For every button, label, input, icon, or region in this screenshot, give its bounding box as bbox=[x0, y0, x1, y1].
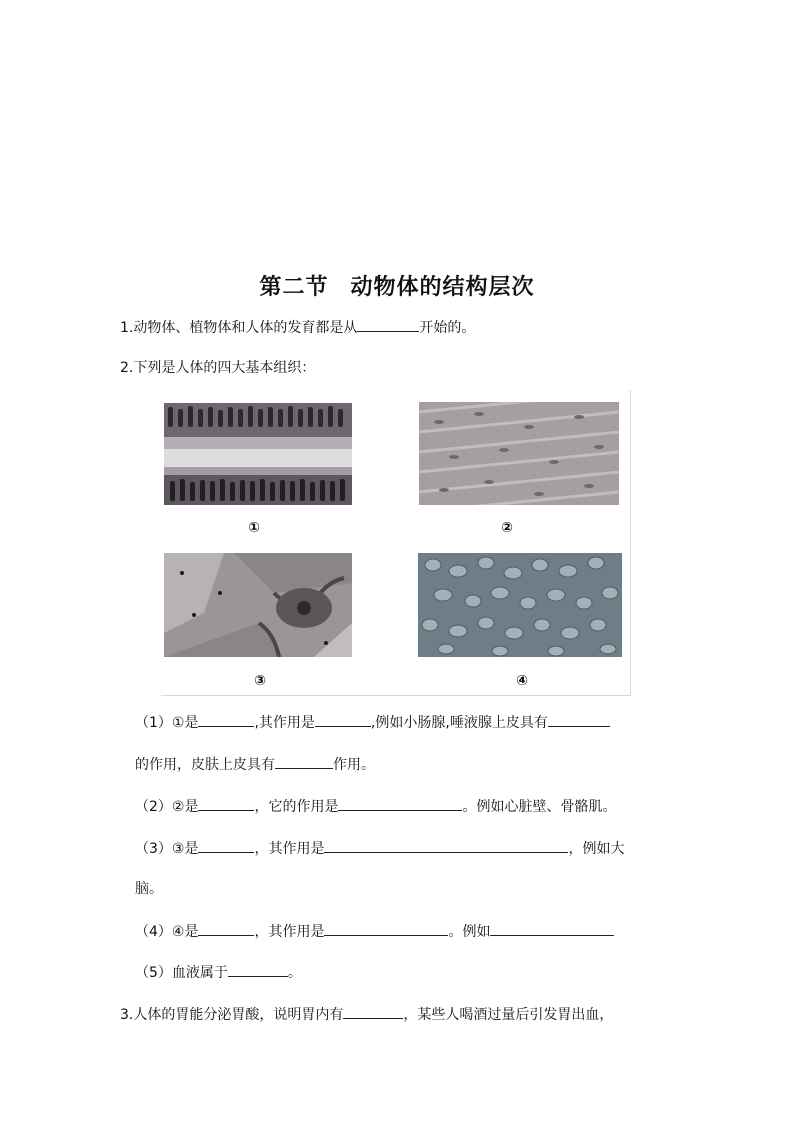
muscle-tissue-photo bbox=[419, 402, 619, 505]
answer-blank[interactable] bbox=[324, 838, 568, 853]
answer-blank[interactable] bbox=[357, 317, 419, 332]
answer-blank[interactable] bbox=[343, 1004, 403, 1019]
answer-blank[interactable] bbox=[548, 712, 610, 727]
answer-blank[interactable] bbox=[275, 754, 333, 769]
section-number: 第二节 bbox=[259, 275, 329, 300]
tissue-figure bbox=[161, 390, 631, 696]
epithelial-tissue-photo bbox=[164, 403, 352, 505]
page-title bbox=[0, 270, 794, 301]
question-2-1: （1）①是 ,其作用是 ,例如小肠腺,唾液腺上皮具有 bbox=[135, 712, 610, 733]
section-title: 动物体的结构层次 bbox=[350, 275, 535, 300]
question-2-4: （4）④是 ，其作用是 。例如 bbox=[135, 921, 614, 942]
answer-blank[interactable] bbox=[490, 921, 614, 936]
question-2-stem: 2.下列是人体的四大基本组织： bbox=[120, 360, 316, 376]
answer-blank[interactable] bbox=[198, 796, 254, 811]
answer-blank[interactable] bbox=[338, 796, 462, 811]
answer-blank[interactable] bbox=[198, 838, 254, 853]
answer-blank[interactable] bbox=[198, 712, 254, 727]
answer-blank[interactable] bbox=[228, 962, 288, 977]
question-2-2: （2）②是 ，它的作用是 。例如心脏壁、骨骼肌。 bbox=[135, 796, 616, 817]
answer-blank[interactable] bbox=[198, 921, 254, 936]
label-4: ④ bbox=[516, 673, 528, 689]
question-2-1-cont: 的作用，皮肤上皮具有 作用。 bbox=[135, 754, 375, 775]
question-3: 3.人体的胃能分泌胃酸，说明胃内有 ，某些人喝酒过量后引发胃出血， bbox=[120, 1004, 613, 1025]
question-2-5: （5）血液属于 。 bbox=[135, 962, 302, 983]
question-1: 1.动物体、植物体和人体的发育都是从 开始的。 bbox=[120, 317, 475, 338]
question-2-3-cont: 脑。 bbox=[135, 881, 163, 897]
answer-blank[interactable] bbox=[324, 921, 448, 936]
connective-tissue-photo bbox=[418, 553, 622, 657]
label-1: ① bbox=[248, 520, 260, 536]
nerve-tissue-photo bbox=[164, 553, 352, 657]
question-2-3: （3）③是 ，其作用是 ，例如大 bbox=[135, 838, 624, 859]
label-2: ② bbox=[501, 520, 513, 536]
label-3: ③ bbox=[254, 673, 266, 689]
answer-blank[interactable] bbox=[315, 712, 371, 727]
